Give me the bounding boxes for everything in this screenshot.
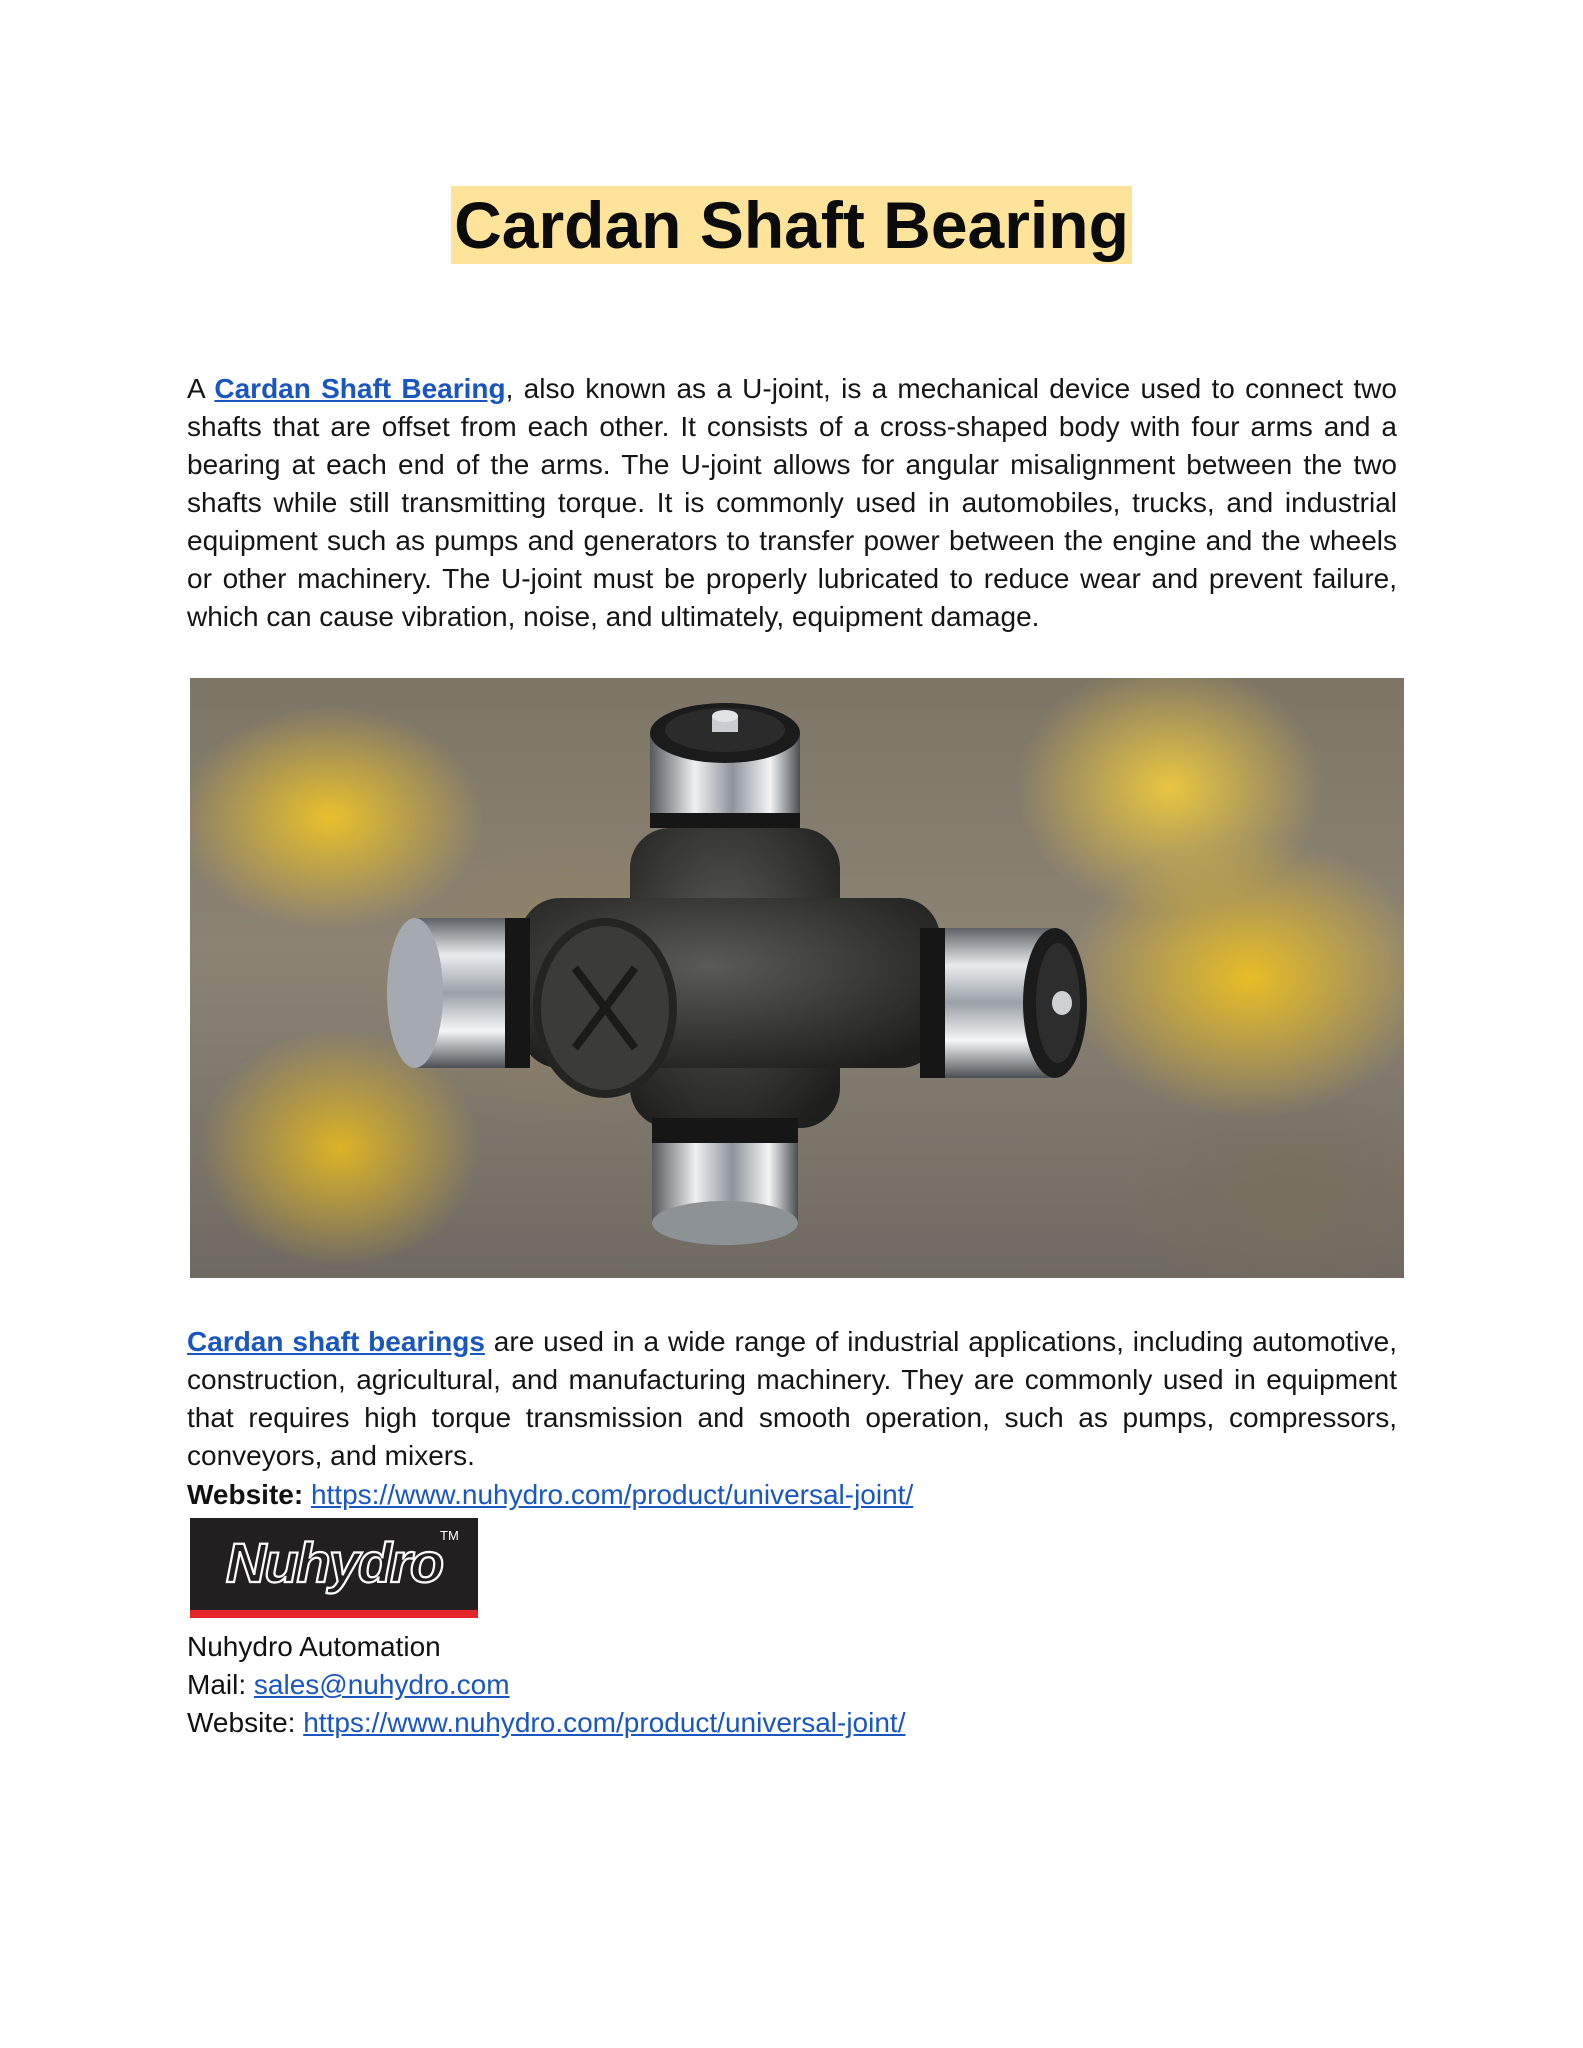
page-title: Cardan Shaft Bearing xyxy=(451,186,1132,264)
cross-body xyxy=(520,828,940,1128)
contact-website-link[interactable]: https://www.nuhydro.com/product/universal-joint/ xyxy=(303,1707,906,1738)
intro-prefix: A xyxy=(187,373,215,404)
intro-paragraph xyxy=(187,370,1397,636)
contact-website-label: Website: xyxy=(187,1707,304,1738)
universal-joint-photo xyxy=(190,678,1404,1278)
cardan-shaft-bearing-link[interactable]: Cardan Shaft Bearing xyxy=(214,373,506,404)
mail-link[interactable]: sales@nuhydro.com xyxy=(253,1669,510,1700)
left-bearing-cup xyxy=(387,918,530,1068)
contact-website-line xyxy=(187,1704,905,1742)
universal-joint-illustration xyxy=(190,678,1404,1278)
logo-trademark: TM xyxy=(440,1528,459,1543)
mail-label: Mail: xyxy=(187,1669,254,1700)
applications-paragraph xyxy=(187,1323,1397,1475)
website-link[interactable]: https://www.nuhydro.com/product/universal-joint/ xyxy=(310,1479,914,1510)
bottom-bearing-cup xyxy=(652,1118,798,1245)
website-label: Website: xyxy=(187,1479,304,1510)
logo-wordmark: Nuhydro xyxy=(225,1531,443,1594)
nuhydro-logo xyxy=(190,1518,478,1618)
mail-line xyxy=(187,1666,905,1704)
cardan-shaft-bearings-link[interactable]: Cardan shaft bearings xyxy=(187,1326,485,1357)
contact-block xyxy=(187,1628,905,1742)
title-container xyxy=(0,186,1583,264)
top-bearing-cup xyxy=(650,703,800,828)
website-line xyxy=(187,1476,913,1514)
intro-body: , also known as a U-joint, is a mechanical device used to connect two shafts that are offset from each other. It consists of a cross-shaped body with four arms and a bearing at each end of the arms. The U-joint allows for angular misalignment between the two shafts while still transmitting torque. It is commonly used in automobiles, trucks, and industrial equipment such as pumps and generators to transfer power between the engine and the wheels or other machinery. The U-joint must be properly lubricated to reduce wear and prevent failure, which can cause vibration, noise, and ultimately, equipment damage. xyxy=(187,373,1397,632)
nuhydro-logo-mark xyxy=(190,1518,478,1610)
applications-body: are used in a wide range of industrial applications, including automotive, construction, agricultural, and manufacturing machinery. They are commonly used in equipment that requires high torque transmission and smooth operation, such as pumps, compressors, conveyors, and mixers. xyxy=(187,1326,1397,1471)
company-name: Nuhydro Automation xyxy=(187,1631,441,1662)
right-bearing-cup xyxy=(920,928,1087,1078)
